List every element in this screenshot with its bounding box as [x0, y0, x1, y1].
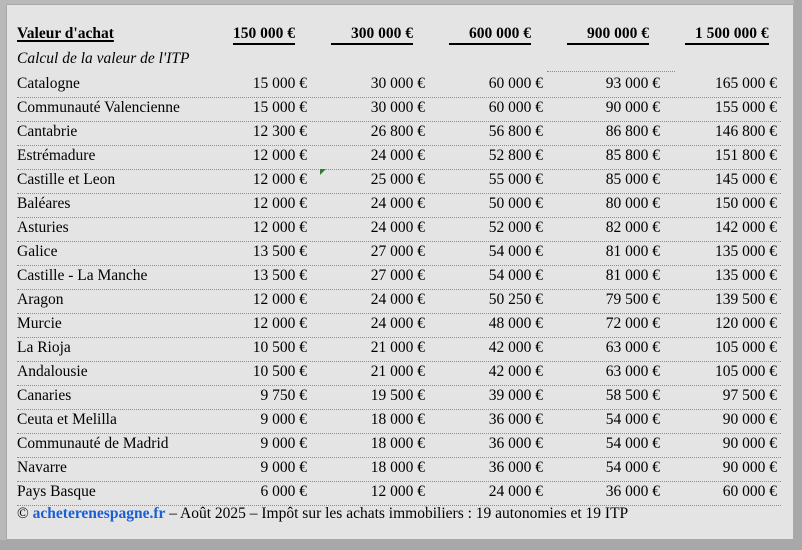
itp-value-cell[interactable]: 12 300 €: [252, 123, 307, 140]
itp-value-cell[interactable]: 54 000 €: [605, 459, 660, 476]
itp-value-cell[interactable]: 6 000 €: [260, 483, 307, 500]
region-name-cell[interactable]: La Rioja: [17, 339, 71, 356]
itp-value-cell[interactable]: 9 000 €: [260, 435, 307, 452]
itp-value-cell[interactable]: 9 750 €: [260, 387, 307, 404]
itp-value-cell[interactable]: 86 800 €: [605, 123, 660, 140]
region-name-cell[interactable]: Ceuta et Melilla: [17, 411, 117, 428]
itp-value-cell[interactable]: 146 800 €: [715, 123, 777, 140]
header-col-5: 1 500 000 €: [685, 25, 769, 45]
itp-value-cell[interactable]: 10 500 €: [252, 363, 307, 380]
itp-value-cell[interactable]: 13 500 €: [252, 267, 307, 284]
region-name-cell[interactable]: Estrémadure: [17, 147, 96, 164]
itp-value-cell[interactable]: 54 000 €: [488, 243, 543, 260]
window-edge-bottom: [0, 540, 802, 550]
header-col-4: 900 000 €: [567, 25, 649, 45]
region-name-cell[interactable]: Andalousie: [17, 363, 88, 380]
itp-value-cell[interactable]: 9 000 €: [260, 411, 307, 428]
itp-value-cell[interactable]: 120 000 €: [715, 315, 777, 332]
region-name-cell[interactable]: Catalogne: [17, 75, 80, 92]
region-name-cell[interactable]: Navarre: [17, 459, 67, 476]
itp-value-cell[interactable]: 9 000 €: [260, 459, 307, 476]
itp-value-cell[interactable]: 54 000 €: [605, 435, 660, 452]
region-name-cell[interactable]: Communauté de Madrid: [17, 435, 169, 452]
itp-value-cell[interactable]: 24 000 €: [370, 195, 425, 212]
itp-value-cell[interactable]: 36 000 €: [488, 459, 543, 476]
itp-value-cell[interactable]: 12 000 €: [252, 291, 307, 308]
table-row: [17, 385, 781, 410]
table-row: [17, 265, 781, 290]
header-col-1: 150 000 €: [233, 25, 295, 45]
itp-value-cell[interactable]: 80 000 €: [605, 195, 660, 212]
itp-value-cell[interactable]: 27 000 €: [370, 243, 425, 260]
itp-value-cell[interactable]: 26 800 €: [370, 123, 425, 140]
header-col-2: 300 000 €: [331, 25, 413, 45]
itp-value-cell[interactable]: 30 000 €: [370, 99, 425, 116]
itp-value-cell[interactable]: 42 000 €: [488, 363, 543, 380]
itp-value-cell[interactable]: 18 000 €: [370, 459, 425, 476]
itp-value-cell[interactable]: 18 000 €: [370, 435, 425, 452]
itp-value-cell[interactable]: 63 000 €: [605, 363, 660, 380]
itp-value-cell[interactable]: 97 500 €: [722, 387, 777, 404]
table-row: [17, 457, 781, 482]
itp-value-cell[interactable]: 85 800 €: [605, 147, 660, 164]
itp-value-cell[interactable]: 155 000 €: [715, 99, 777, 116]
header-label: Valeur d'achat: [17, 25, 114, 42]
itp-value-cell[interactable]: 12 000 €: [252, 171, 307, 188]
itp-value-cell[interactable]: 52 800 €: [488, 147, 543, 164]
itp-value-cell[interactable]: 12 000 €: [252, 219, 307, 236]
region-name-cell[interactable]: Asturies: [17, 219, 69, 236]
footer-text: – Août 2025 – Impôt sur les achats immobiliers : 19 autonomies et 19 ITP: [169, 505, 629, 522]
region-name-cell[interactable]: Pays Basque: [17, 483, 96, 500]
region-name-cell[interactable]: Castille et Leon: [17, 171, 116, 188]
itp-value-cell[interactable]: 24 000 €: [370, 147, 425, 164]
table-row: [17, 73, 781, 98]
region-name-cell[interactable]: Cantabrie: [17, 123, 78, 140]
itp-value-cell[interactable]: 12 000 €: [252, 195, 307, 212]
itp-value-cell[interactable]: 139 500 €: [715, 291, 777, 308]
itp-value-cell[interactable]: 48 000 €: [488, 315, 543, 332]
table-row: [17, 217, 781, 242]
itp-value-cell[interactable]: 81 000 €: [605, 267, 660, 284]
itp-value-cell[interactable]: 60 000 €: [488, 99, 543, 116]
itp-value-cell[interactable]: 21 000 €: [370, 339, 425, 356]
itp-value-cell[interactable]: 15 000 €: [252, 99, 307, 116]
itp-value-cell[interactable]: 165 000 €: [715, 75, 777, 92]
itp-value-cell[interactable]: 105 000 €: [715, 339, 777, 356]
itp-value-cell[interactable]: 30 000 €: [370, 75, 425, 92]
itp-value-cell[interactable]: 55 000 €: [488, 171, 543, 188]
itp-value-cell[interactable]: 63 000 €: [605, 339, 660, 356]
itp-value-cell[interactable]: 36 000 €: [488, 411, 543, 428]
itp-value-cell[interactable]: 151 800 €: [715, 147, 777, 164]
site-link[interactable]: acheterenespagne.fr: [32, 505, 166, 522]
itp-value-cell[interactable]: 145 000 €: [715, 171, 777, 188]
table-row: [17, 241, 781, 266]
region-name-cell[interactable]: Castille - La Manche: [17, 267, 148, 284]
itp-value-cell[interactable]: 150 000 €: [715, 195, 777, 212]
table-row: [17, 481, 781, 506]
itp-value-cell[interactable]: 12 000 €: [370, 483, 425, 500]
itp-value-cell[interactable]: 90 000 €: [722, 435, 777, 452]
region-name-cell[interactable]: Canaries: [17, 387, 72, 404]
region-name-cell[interactable]: Baléares: [17, 195, 71, 212]
itp-value-cell[interactable]: 42 000 €: [488, 339, 543, 356]
itp-value-cell[interactable]: 24 000 €: [370, 315, 425, 332]
itp-value-cell[interactable]: 39 000 €: [488, 387, 543, 404]
region-name-cell[interactable]: Communauté Valencienne: [17, 99, 180, 116]
footer-note: [17, 505, 628, 523]
table-row: [17, 289, 781, 314]
itp-value-cell[interactable]: 82 000 €: [605, 219, 660, 236]
itp-value-cell[interactable]: 36 000 €: [605, 483, 660, 500]
itp-value-cell[interactable]: 13 500 €: [252, 243, 307, 260]
header-row: [17, 22, 781, 46]
itp-value-cell[interactable]: 19 500 €: [370, 387, 425, 404]
table-row: [17, 361, 781, 386]
itp-value-cell[interactable]: 27 000 €: [370, 267, 425, 284]
table-row: [17, 193, 781, 218]
table-subtitle: Calcul de la valeur de l'ITP: [17, 50, 190, 67]
itp-value-cell[interactable]: 142 000 €: [715, 219, 777, 236]
table-row: [17, 409, 781, 434]
itp-value-cell[interactable]: 24 000 €: [370, 219, 425, 236]
itp-value-cell[interactable]: 21 000 €: [370, 363, 425, 380]
itp-value-cell[interactable]: 90 000 €: [722, 459, 777, 476]
itp-value-cell[interactable]: 60 000 €: [722, 483, 777, 500]
itp-value-cell[interactable]: 12 000 €: [252, 147, 307, 164]
itp-value-cell[interactable]: 15 000 €: [252, 75, 307, 92]
region-name-cell[interactable]: Aragon: [17, 291, 64, 308]
table-row: [17, 97, 781, 122]
table-row: [17, 433, 781, 458]
window-edge-right: [794, 0, 802, 550]
itp-value-cell[interactable]: 58 500 €: [605, 387, 660, 404]
itp-value-cell[interactable]: 79 500 €: [605, 291, 660, 308]
itp-value-cell[interactable]: 135 000 €: [715, 243, 777, 260]
itp-value-cell[interactable]: 72 000 €: [605, 315, 660, 332]
itp-value-cell[interactable]: 93 000 €: [605, 75, 660, 92]
itp-value-cell[interactable]: 24 000 €: [370, 291, 425, 308]
itp-value-cell[interactable]: 56 800 €: [488, 123, 543, 140]
itp-value-cell[interactable]: 135 000 €: [715, 267, 777, 284]
itp-value-cell[interactable]: 50 250 €: [488, 291, 543, 308]
itp-value-cell[interactable]: 10 500 €: [252, 339, 307, 356]
region-name-cell[interactable]: Galice: [17, 243, 58, 260]
itp-value-cell[interactable]: 54 000 €: [605, 411, 660, 428]
itp-value-cell[interactable]: 54 000 €: [488, 267, 543, 284]
table-row: [17, 337, 781, 362]
itp-value-cell[interactable]: 50 000 €: [488, 195, 543, 212]
itp-value-cell[interactable]: 85 000 €: [605, 171, 660, 188]
itp-value-cell[interactable]: 25 000 €: [370, 171, 425, 188]
itp-value-cell[interactable]: 18 000 €: [370, 411, 425, 428]
table-row: [17, 121, 781, 146]
itp-value-cell[interactable]: 90 000 €: [605, 99, 660, 116]
table-row: [17, 313, 781, 338]
cell-border: [547, 71, 675, 72]
table-row: [17, 169, 781, 194]
itp-value-cell[interactable]: 105 000 €: [715, 363, 777, 380]
cell-comment-marker-icon: [320, 169, 326, 175]
copyright-symbol: ©: [17, 505, 29, 522]
itp-value-cell[interactable]: 81 000 €: [605, 243, 660, 260]
itp-value-cell[interactable]: 24 000 €: [488, 483, 543, 500]
itp-value-cell[interactable]: 90 000 €: [722, 411, 777, 428]
itp-value-cell[interactable]: 52 000 €: [488, 219, 543, 236]
header-col-3: 600 000 €: [449, 25, 531, 45]
itp-value-cell[interactable]: 12 000 €: [252, 315, 307, 332]
itp-value-cell[interactable]: 36 000 €: [488, 435, 543, 452]
itp-value-cell[interactable]: 60 000 €: [488, 75, 543, 92]
table-row: [17, 145, 781, 170]
region-name-cell[interactable]: Murcie: [17, 315, 62, 332]
